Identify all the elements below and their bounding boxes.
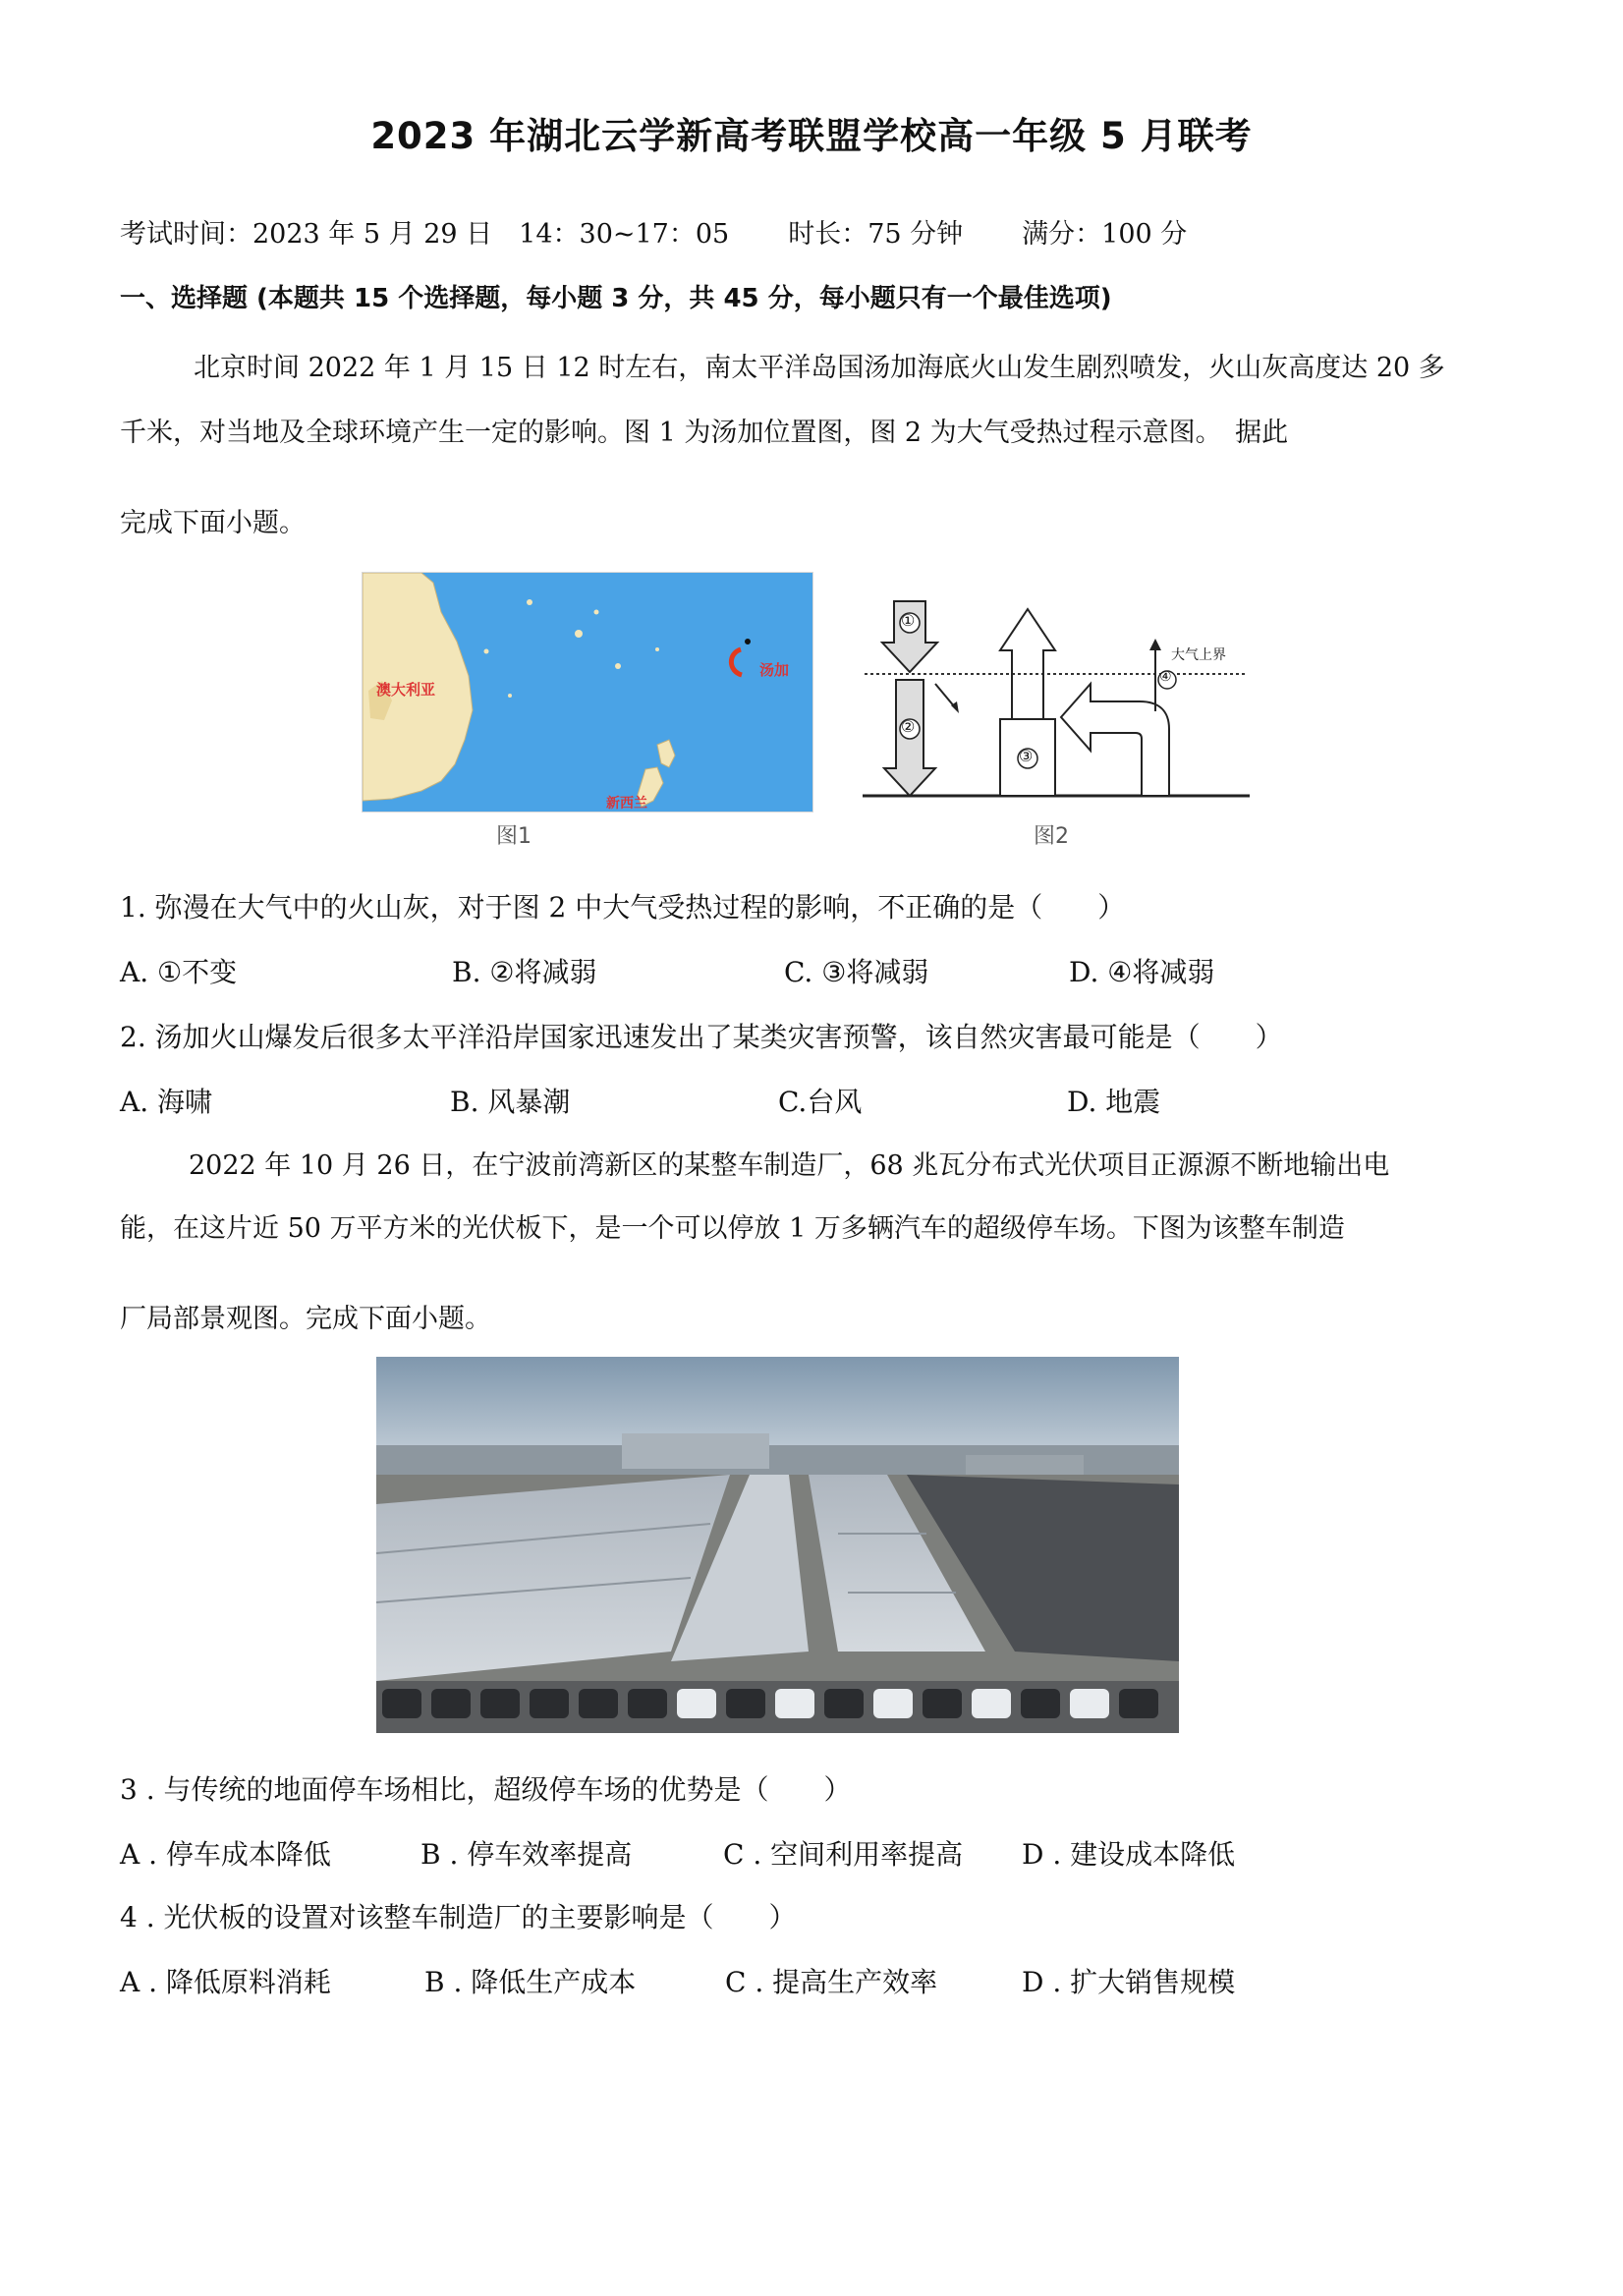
q4-option-a: A . 降低原料消耗	[120, 1966, 331, 1998]
passage2-line3: 厂局部景观图。完成下面小题。	[120, 1304, 491, 1334]
exam-time: 考试时间：2023 年 5 月 29 日 14：30~17：05	[120, 219, 730, 250]
passage1-line1: 北京时间 2022 年 1 月 15 日 12 时左右，南太平洋岛国汤加海底火山发生剧烈喷发，火山灰高度达 20 多	[194, 353, 1445, 383]
q2-option-b: B. 风暴潮	[450, 1086, 571, 1118]
label-australia: 澳大利亚	[376, 681, 436, 699]
q3-option-d: D . 建设成本降低	[1022, 1838, 1236, 1871]
q2-stem: 2. 汤加火山爆发后很多太平洋沿岸国家迅速发出了某类灾害预警，该自然灾害最可能是（ ）	[120, 1021, 1283, 1053]
tonga-location-map	[362, 572, 813, 812]
figure2-caption: 图2	[1034, 824, 1069, 849]
q2-option-c: C.台风	[778, 1086, 863, 1118]
passage1-line2: 千米，对当地及全球环境产生一定的影响。图 1 为汤加位置图，图 2 为大气受热过程示意图。 据此	[120, 418, 1289, 448]
arrow-3-label: ③	[1019, 747, 1034, 765]
passage1-line3: 完成下面小题。	[120, 508, 306, 538]
passage2-line1: 2022 年 10 月 26 日，在宁波前湾新区的某整车制造厂，68 兆瓦分布式光伏项目正源源不断地输出电	[189, 1150, 1390, 1181]
q3-option-b: B . 停车效率提高	[420, 1838, 633, 1871]
q2-option-a: A. 海啸	[120, 1086, 213, 1118]
label-new-zealand: 新西兰	[606, 796, 647, 812]
passage2-line2: 能，在这片近 50 万平方米的光伏板下，是一个可以停放 1 万多辆汽车的超级停车场。下图为该整车制造	[120, 1213, 1345, 1244]
q4-stem: 4 . 光伏板的设置对该整车制造厂的主要影响是（ ）	[120, 1901, 797, 1933]
q1-option-b: B. ②将减弱	[452, 956, 597, 988]
q1-option-c: C. ③将减弱	[784, 956, 929, 988]
exam-title: 2023 年湖北云学新高考联盟学校高一年级 5 月联考	[370, 115, 1253, 157]
q3-option-c: C . 空间利用率提高	[723, 1838, 964, 1871]
q4-option-c: C . 提高生产效率	[725, 1966, 938, 1998]
figure1-caption: 图1	[496, 824, 532, 849]
q2-option-d: D. 地震	[1067, 1086, 1161, 1118]
q3-option-a: A . 停车成本降低	[120, 1838, 331, 1871]
atmosphere-heating-diagram	[855, 582, 1258, 806]
carport-graphic	[376, 1357, 1179, 1733]
arrow-2-label: ②	[901, 717, 916, 736]
arrow-1-label: ①	[901, 611, 916, 630]
q1-stem: 1. 弥漫在大气中的火山灰，对于图 2 中大气受热过程的影响，不正确的是（ ）	[120, 891, 1126, 924]
label-tonga: 汤加	[759, 661, 790, 679]
exam-meta	[120, 212, 1246, 251]
solar-carport-photo	[376, 1357, 1179, 1733]
q3-stem: 3 . 与传统的地面停车场相比，超级停车场的优势是（ ）	[120, 1773, 852, 1806]
section-heading: 一、选择题 (本题共 15 个选择题，每小题 3 分，共 45 分，每小题只有一个最佳选项)	[120, 284, 1112, 313]
q4-option-d: D . 扩大销售规模	[1022, 1966, 1236, 1998]
q1-option-a: A. ①不变	[120, 956, 238, 988]
exam-duration: 时长：75 分钟	[788, 219, 964, 250]
exam-score: 满分：100 分	[1022, 219, 1188, 250]
diagram-graphic	[855, 582, 1258, 806]
arrow-4-label: ④	[1159, 669, 1172, 685]
atmosphere-top-label: 大气上界	[1171, 647, 1226, 663]
q4-option-b: B . 降低生产成本	[424, 1966, 637, 1998]
q1-option-d: D. ④将减弱	[1069, 956, 1215, 988]
